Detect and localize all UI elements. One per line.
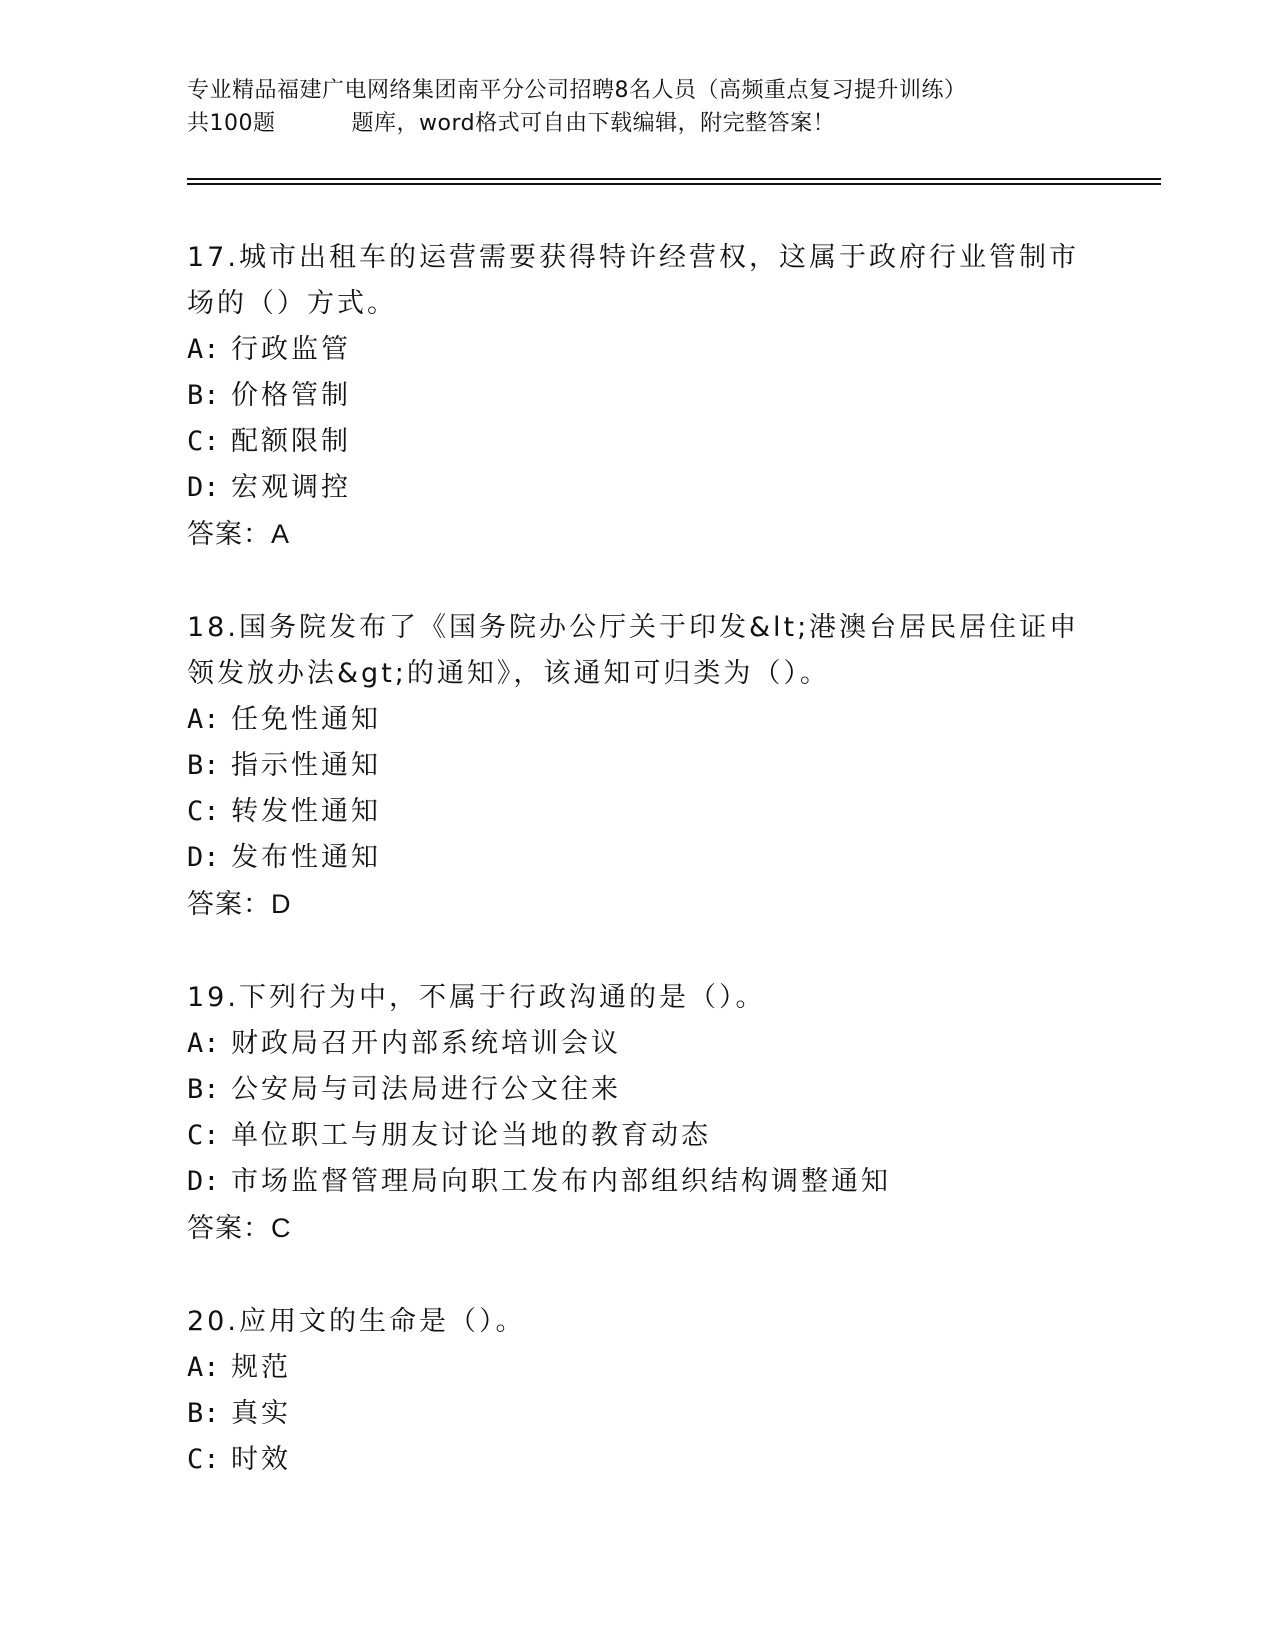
option-text: 公安局与司法局进行公文往来	[231, 1074, 621, 1105]
option-a	[187, 697, 1087, 743]
option-c	[187, 1113, 1087, 1159]
option-text: 单位职工与朋友讨论当地的教育动态	[231, 1120, 711, 1151]
option-letter: C:	[187, 1444, 220, 1475]
option-text: 行政监管	[231, 334, 351, 365]
option-text: 配额限制	[231, 426, 351, 457]
question-20	[187, 1299, 1087, 1483]
answer-value: C	[271, 1213, 292, 1243]
question-text: 20.应用文的生命是（）。	[187, 1306, 526, 1337]
option-text: 价格管制	[231, 380, 351, 411]
option-letter: D:	[187, 472, 220, 503]
option-text: 规范	[231, 1352, 291, 1383]
answer-value: A	[271, 519, 291, 549]
option-d	[187, 835, 1087, 881]
question-19	[187, 975, 1087, 1252]
option-text: 市场监督管理局向职工发布内部组织结构调整通知	[231, 1166, 891, 1197]
question-text: 19.下列行为中，不属于行政沟通的是（）。	[187, 982, 766, 1013]
option-text: 指示性通知	[231, 750, 381, 781]
option-a	[187, 1021, 1087, 1067]
option-letter: C:	[187, 426, 220, 457]
answer-label: 答案：	[187, 889, 271, 920]
option-letter: D:	[187, 842, 220, 873]
option-b	[187, 1391, 1087, 1437]
option-letter: B:	[187, 380, 220, 411]
question-count: 共100题	[187, 111, 276, 136]
option-text: 真实	[231, 1398, 291, 1429]
option-b	[187, 373, 1087, 419]
option-d	[187, 465, 1087, 511]
option-d	[187, 1159, 1087, 1205]
option-a	[187, 1345, 1087, 1391]
answer-line	[187, 881, 1087, 928]
option-c	[187, 1437, 1087, 1483]
answer-label: 答案：	[187, 1213, 271, 1244]
document-subtitle	[187, 107, 1167, 140]
question-text: 17.城市出租车的运营需要获得特许经营权，这属于政府行业管制市场的（）方式。	[187, 242, 1079, 319]
option-letter: D:	[187, 1166, 220, 1197]
question-list	[187, 235, 1087, 1530]
option-letter: C:	[187, 1120, 220, 1151]
option-letter: A:	[187, 1028, 220, 1059]
question-18	[187, 605, 1087, 928]
option-letter: B:	[187, 1398, 220, 1429]
option-b	[187, 743, 1087, 789]
document-title: 专业精品福建广电网络集团南平分公司招聘8名人员（高频重点复习提升训练）	[187, 78, 967, 103]
option-letter: A:	[187, 1352, 220, 1383]
option-text: 转发性通知	[231, 796, 381, 827]
option-text: 宏观调控	[231, 472, 351, 503]
option-letter: A:	[187, 704, 220, 735]
document-header	[187, 74, 1167, 140]
question-17	[187, 235, 1087, 558]
option-b	[187, 1067, 1087, 1113]
option-a	[187, 327, 1087, 373]
option-c	[187, 789, 1087, 835]
header-divider-top	[187, 178, 1161, 180]
option-text: 财政局召开内部系统培训会议	[231, 1028, 621, 1059]
answer-value: D	[271, 889, 292, 919]
option-c	[187, 419, 1087, 465]
answer-line	[187, 1205, 1087, 1252]
option-letter: C:	[187, 796, 220, 827]
download-note: 题库，word格式可自由下载编辑，附完整答案！	[351, 111, 836, 136]
option-letter: A:	[187, 334, 220, 365]
option-text: 时效	[231, 1444, 291, 1475]
option-text: 发布性通知	[231, 842, 381, 873]
answer-line	[187, 511, 1087, 558]
answer-label: 答案：	[187, 519, 271, 550]
option-letter: B:	[187, 750, 220, 781]
option-text: 任免性通知	[231, 704, 381, 735]
question-text: 18.国务院发布了《国务院办公厅关于印发&lt;港澳台居民居住证申领发放办法&gt;的通知》，该通知可归类为（）。	[187, 612, 1080, 689]
option-letter: B:	[187, 1074, 220, 1105]
header-divider-bottom	[187, 183, 1161, 185]
